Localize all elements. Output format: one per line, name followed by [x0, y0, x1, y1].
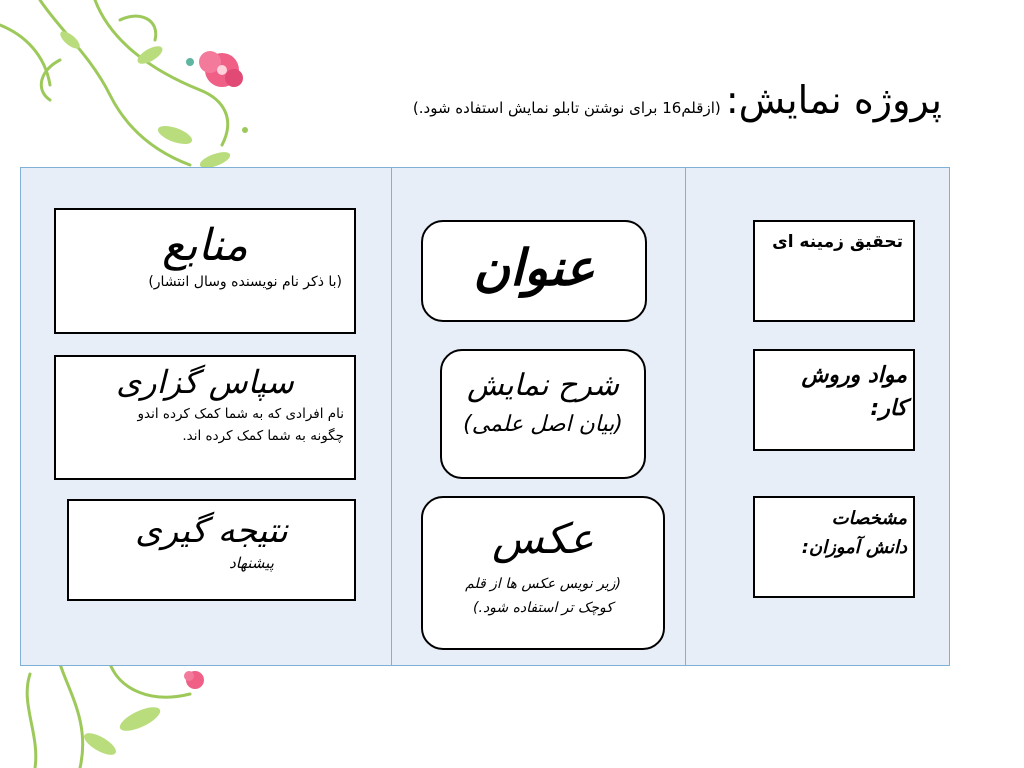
- conclusion-heading: نتیجه گیری: [135, 511, 288, 551]
- materials-line2: کار:: [870, 396, 907, 421]
- flower-vine-icon: [0, 664, 260, 768]
- materials-card: [753, 349, 915, 451]
- acknowledgement-card: [54, 355, 356, 480]
- title-note: (ازقلم16 برای نوشتن تابلو نمایش استفاده شود.): [412, 99, 721, 117]
- title-card-heading: عنوان: [473, 238, 595, 297]
- background-research-label: تحقیق زمینه ای: [772, 232, 903, 252]
- sources-heading: منابع: [162, 220, 248, 271]
- photo-heading: عکس: [492, 514, 594, 563]
- flower-vine-icon: [0, 0, 280, 180]
- students-line2: دانش آموزان:: [801, 537, 907, 558]
- description-card: [440, 349, 646, 479]
- background-research-card: [753, 220, 915, 322]
- students-line1: مشخصات: [831, 508, 907, 529]
- acknowledgement-line1: نام افرادی که به شما کمک کرده اندو: [137, 406, 344, 423]
- acknowledgement-heading: سپاس گزاری: [116, 363, 294, 401]
- photo-card: [421, 496, 665, 650]
- description-heading: شرح نمایش: [466, 368, 620, 403]
- pink-flower-icon: [184, 671, 204, 689]
- photo-line2: کوچک تر استفاده شود.): [473, 600, 613, 617]
- pink-flower-icon: [199, 51, 243, 87]
- slide-title: [413, 78, 942, 122]
- sources-card: [54, 208, 356, 334]
- materials-line1: مواد وروش: [801, 363, 907, 388]
- title-main: پروژه نمایش:: [725, 78, 942, 122]
- title-card: [421, 220, 647, 322]
- photo-line1: (زیر نویس عکس ها از قلم: [465, 576, 621, 593]
- column-divider: [685, 168, 686, 665]
- column-divider: [391, 168, 392, 665]
- description-sub: (بیان اصل علمی): [463, 412, 623, 437]
- display-board: [20, 167, 950, 666]
- conclusion-card: [67, 499, 356, 601]
- conclusion-sub: پیشنهاد: [229, 554, 274, 573]
- acknowledgement-line2: چگونه به شما کمک کرده اند.: [182, 428, 344, 445]
- sources-note: (با ذکر نام نویسنده وسال انتشار): [148, 274, 342, 291]
- students-card: [753, 496, 915, 598]
